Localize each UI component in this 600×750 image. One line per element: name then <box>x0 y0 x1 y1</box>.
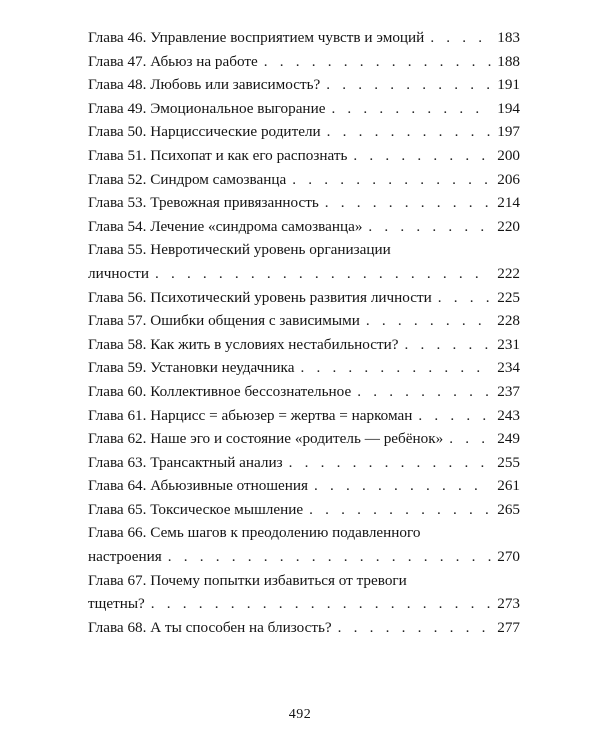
toc-dot-leader <box>438 286 491 310</box>
toc-entry <box>88 191 520 215</box>
toc-entry-title: Коллективное бессознательное <box>150 382 352 400</box>
toc-entry-title: Ошибки общения с зависимыми <box>150 312 360 330</box>
toc-dot-leader <box>405 333 492 357</box>
toc-entry-title-continued: настроения <box>88 548 162 566</box>
toc-entry-line <box>88 238 520 262</box>
toc-entry-title: Абьюзивные отношения <box>150 477 309 495</box>
toc-entry <box>88 309 520 333</box>
toc-page-number: 255 <box>497 453 520 471</box>
toc-chapter-number: Глава 49. <box>88 99 147 117</box>
toc-entry-title: Трансактный анализ <box>150 453 283 471</box>
toc-page-number: 200 <box>497 146 520 164</box>
toc-page-number: 277 <box>497 618 520 636</box>
toc-entry-line <box>88 451 520 475</box>
toc-dot-leader <box>327 120 492 144</box>
toc-entry-title: Абьюз на работе <box>150 52 258 70</box>
toc-dot-leader <box>368 215 491 239</box>
toc-entry-title: Психотический уровень развития личности <box>150 288 432 306</box>
toc-entry-line <box>88 50 520 74</box>
toc-entry-title: А ты способен на близость? <box>150 618 332 636</box>
toc-dot-leader <box>151 592 491 616</box>
toc-dot-leader <box>289 451 492 475</box>
toc-page-number: 237 <box>497 382 520 400</box>
toc-entry <box>88 521 520 568</box>
toc-entry-line <box>88 521 520 545</box>
toc-chapter-number: Глава 54. <box>88 217 147 235</box>
toc-dot-leader <box>309 498 491 522</box>
toc-entry-title: Лечение «синдрома самозванца» <box>150 217 363 235</box>
toc-entry-title: Установки неудачника <box>150 359 295 377</box>
toc-entry <box>88 215 520 239</box>
toc-entry-line <box>88 592 520 616</box>
toc-chapter-number: Глава 63. <box>88 453 147 471</box>
toc-dot-leader <box>449 427 491 451</box>
toc-dot-leader <box>168 545 491 569</box>
toc-entry-title: Семь шагов к преодолению подавленного <box>150 524 421 542</box>
toc-entry <box>88 356 520 380</box>
toc-page-number: 265 <box>497 500 520 518</box>
toc-entry-title: Нарциссические родители <box>150 123 321 141</box>
toc-entry-line <box>88 404 520 428</box>
toc-entry-title: Тревожная привязанность <box>150 194 319 212</box>
toc-entry <box>88 168 520 192</box>
toc-entry <box>88 144 520 168</box>
toc-page-number: 261 <box>497 477 520 495</box>
toc-entry <box>88 427 520 451</box>
toc-entry <box>88 97 520 121</box>
toc-entry-line <box>88 191 520 215</box>
toc-dot-leader <box>331 97 491 121</box>
toc-entry-line <box>88 569 520 593</box>
toc-entry-title: Синдром самозванца <box>150 170 287 188</box>
toc-entry-title: Управление восприятием чувств и эмоций <box>150 29 425 46</box>
page-number: 492 <box>288 707 312 722</box>
toc-page-number: 243 <box>497 406 520 424</box>
toc-page-number: 222 <box>497 264 520 282</box>
toc-chapter-number: Глава 53. <box>88 194 147 212</box>
toc-page-number: 194 <box>497 99 520 117</box>
toc-dot-leader <box>326 73 491 97</box>
toc-entry-line <box>88 26 520 50</box>
toc-entry <box>88 569 520 616</box>
toc-chapter-number: Глава 65. <box>88 500 147 518</box>
toc-dot-leader <box>300 356 491 380</box>
toc-entry <box>88 120 520 144</box>
toc-entry-line <box>88 168 520 192</box>
toc-page-number: 197 <box>497 123 520 141</box>
toc-entry-line <box>88 286 520 310</box>
toc-chapter-number: Глава 47. <box>88 52 147 70</box>
toc-entry-title-continued: тщетны? <box>88 595 145 613</box>
toc-entry-line <box>88 73 520 97</box>
toc-entry-line <box>88 215 520 239</box>
toc-chapter-number: Глава 66. <box>88 524 147 542</box>
toc-dot-leader <box>353 144 491 168</box>
toc-page-number: 220 <box>497 217 520 235</box>
toc-chapter-number: Глава 56. <box>88 288 147 306</box>
toc-entry-title: Наше эго и состояние «родитель — ребёнок» <box>150 430 444 448</box>
toc-entry-line <box>88 616 520 640</box>
toc-chapter-number: Глава 46. <box>88 29 147 46</box>
toc-entry-title: Как жить в условиях нестабильности? <box>150 335 399 353</box>
toc-entry <box>88 50 520 74</box>
toc-entry-title: Эмоциональное выгорание <box>150 99 326 117</box>
toc-dot-leader <box>325 191 491 215</box>
toc-chapter-number: Глава 48. <box>88 76 147 94</box>
table-of-contents <box>88 26 520 639</box>
toc-chapter-number: Глава 55. <box>88 241 147 259</box>
toc-dot-leader <box>314 474 491 498</box>
toc-entry <box>88 286 520 310</box>
toc-entry-line <box>88 380 520 404</box>
toc-entry-line <box>88 333 520 357</box>
toc-dot-leader <box>357 380 491 404</box>
toc-entry-line <box>88 356 520 380</box>
toc-chapter-number: Глава 62. <box>88 430 147 448</box>
toc-chapter-number: Глава 52. <box>88 170 147 188</box>
toc-entry-line <box>88 545 520 569</box>
toc-entry <box>88 474 520 498</box>
toc-chapter-number: Глава 68. <box>88 618 147 636</box>
toc-entry <box>88 451 520 475</box>
toc-entry-line <box>88 144 520 168</box>
toc-entry <box>88 498 520 522</box>
toc-entry-title: Невротический уровень организации <box>150 241 391 259</box>
toc-entry-title: Токсическое мышление <box>150 500 304 518</box>
toc-dot-leader <box>430 26 491 50</box>
toc-page-number: 206 <box>497 170 520 188</box>
toc-entry-title: Почему попытки избавиться от тревоги <box>150 571 407 589</box>
toc-entry <box>88 616 520 640</box>
toc-page-number: 191 <box>497 76 520 94</box>
toc-chapter-number: Глава 50. <box>88 123 147 141</box>
toc-chapter-number: Глава 61. <box>88 406 147 424</box>
toc-entry-line <box>88 498 520 522</box>
toc-page-number: 188 <box>497 52 520 70</box>
toc-entry-title: Психопат и как его распознать <box>150 146 348 164</box>
toc-entry-title: Любовь или зависимость? <box>150 76 321 94</box>
toc-entry <box>88 238 520 285</box>
toc-page-number: 183 <box>497 29 520 46</box>
toc-chapter-number: Глава 59. <box>88 359 147 377</box>
toc-entry-line <box>88 427 520 451</box>
toc-dot-leader <box>155 262 491 286</box>
toc-entry-line <box>88 309 520 333</box>
toc-entry <box>88 333 520 357</box>
toc-entry <box>88 380 520 404</box>
toc-dot-leader <box>264 50 491 74</box>
toc-entry-line <box>88 120 520 144</box>
toc-page-number: 214 <box>497 194 520 212</box>
toc-entry <box>88 404 520 428</box>
toc-dot-leader <box>418 404 491 428</box>
toc-chapter-number: Глава 60. <box>88 382 147 400</box>
toc-chapter-number: Глава 51. <box>88 146 147 164</box>
toc-entry-line <box>88 474 520 498</box>
toc-page-number: 234 <box>497 359 520 377</box>
toc-entry-title: Нарцисс = абьюзер = жертва = наркоман <box>150 406 413 424</box>
toc-chapter-number: Глава 67. <box>88 571 147 589</box>
toc-page-number: 228 <box>497 312 520 330</box>
toc-chapter-number: Глава 64. <box>88 477 147 495</box>
toc-entry-title-continued: личности <box>88 264 149 282</box>
toc-page-number: 231 <box>497 335 520 353</box>
toc-page-number: 225 <box>497 288 520 306</box>
toc-entry-line <box>88 262 520 286</box>
toc-page-number: 249 <box>497 430 520 448</box>
toc-dot-leader <box>338 616 492 640</box>
toc-page-number: 270 <box>497 548 520 566</box>
toc-entry <box>88 26 520 50</box>
toc-entry <box>88 73 520 97</box>
toc-chapter-number: Глава 57. <box>88 312 147 330</box>
toc-page-number: 273 <box>497 595 520 613</box>
toc-entry-line <box>88 97 520 121</box>
toc-dot-leader <box>366 309 491 333</box>
toc-dot-leader <box>292 168 491 192</box>
toc-chapter-number: Глава 58. <box>88 335 147 353</box>
